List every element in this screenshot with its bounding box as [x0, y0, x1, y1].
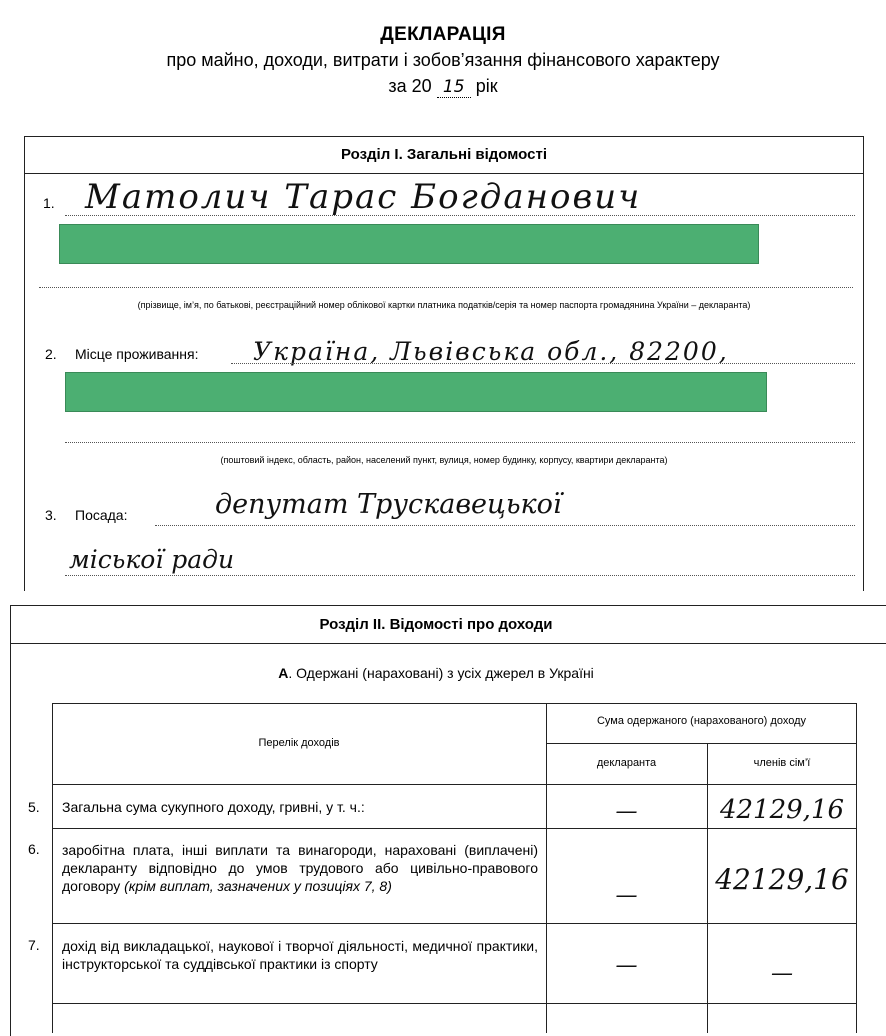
- year-suffix: рік: [475, 76, 498, 96]
- table-row-7-bottom: [52, 1003, 857, 1004]
- row-7-number: 7.: [28, 937, 40, 953]
- table-header-bottom: [52, 784, 857, 785]
- income-table: [28, 703, 857, 1033]
- row-5-declarant-value: —: [615, 799, 638, 824]
- item-3-number: 3.: [45, 507, 57, 523]
- section-1-divider: [25, 173, 863, 174]
- column-header-income-sum: Сума одержаного (нарахованого) доходу: [596, 715, 806, 727]
- item-2-line: [231, 363, 855, 364]
- table-header-subline: [546, 743, 857, 744]
- row-7-declarant-value: —: [615, 953, 638, 978]
- item-2-line-2: [65, 442, 855, 443]
- item-3-line-2: [65, 575, 855, 576]
- subsection-a-text: . Одержані (нараховані) з усіх джерел в Україні: [288, 665, 594, 681]
- item-1-line-2: [39, 287, 853, 288]
- item-3-line-1: [155, 525, 855, 526]
- row-6-text-main: заробітна плата, інші виплати та винагороди, нараховані (виплачені) декларанту відповідно до умов трудового або цивільно-правового договору: [62, 842, 538, 894]
- row-6-text: [62, 841, 538, 895]
- row-6-number: 6.: [28, 841, 40, 857]
- column-header-declarant: декларанта: [596, 757, 657, 769]
- section-1-title: Розділ І. Загальні відомості: [340, 146, 547, 163]
- column-header-family: членів сім’ї: [753, 757, 811, 769]
- section-1-box: [24, 136, 864, 591]
- table-row-5-bottom: [52, 828, 857, 829]
- table-col-divider-1: [546, 703, 547, 1033]
- item-3-label: Посада:: [75, 507, 128, 523]
- redaction-block-1: [59, 224, 759, 264]
- row-6-family-value: 42129,16: [715, 863, 849, 896]
- item-2-caption: (поштовий індекс, область, район, населений пункт, вулиця, номер будинку, корпусу, квартири декларанта): [220, 455, 668, 465]
- item-3-handwritten-position-line-1: депутат Трускавецької: [215, 489, 562, 520]
- item-2-handwritten-address: Україна, Львівська обл., 82200,: [253, 337, 729, 366]
- year-handwritten: 15: [437, 77, 471, 98]
- item-1-caption: (прізвище, ім’я, по батькові, реєстраційний номер облікової картки платника податків/серія та номер паспорта громадянина України – декларанта): [137, 300, 751, 310]
- document-title: ДЕКЛАРАЦІЯ: [380, 24, 506, 45]
- row-6-declarant-value: —: [615, 883, 638, 908]
- item-2-number: 2.: [45, 346, 57, 362]
- row-7-family-value: —: [771, 961, 793, 986]
- row-5-text: Загальна сума сукупного доходу, гривні, у т. ч.:: [62, 799, 365, 815]
- declaration-year: [0, 76, 886, 98]
- item-1-handwritten-name: Матолич Тарас Богданович: [85, 177, 642, 217]
- row-5-family-value: 42129,16: [719, 795, 845, 825]
- table-row-6-bottom: [52, 923, 857, 924]
- subsection-a-title: [11, 665, 861, 681]
- row-6-text-italic: (крім виплат, зазначених у позиціях 7, 8): [124, 878, 392, 894]
- item-2-label: Місце проживання:: [75, 346, 199, 362]
- table-border-top: [52, 703, 857, 704]
- document-subtitle: про майно, доходи, витрати і зобов’язання фінансового характеру: [166, 50, 720, 70]
- item-1-line: [65, 215, 855, 216]
- column-header-income-list: Перелік доходів: [258, 737, 340, 749]
- year-prefix: за 20: [388, 76, 432, 96]
- row-7-text: дохід від викладацької, наукової і творчої діяльності, медичної практики, інструкторської та суддівської практики із спорту: [62, 938, 538, 972]
- section-2-divider: [11, 643, 886, 644]
- item-1-number: 1.: [43, 195, 55, 211]
- section-2-title: Розділ ІІ. Відомості про доходи: [319, 616, 553, 633]
- item-3-handwritten-position-line-2: міської ради: [69, 545, 235, 574]
- redaction-block-2: [65, 372, 767, 412]
- row-5-number: 5.: [28, 799, 40, 815]
- table-border-left: [52, 703, 53, 1033]
- subsection-a-letter: А: [278, 665, 289, 681]
